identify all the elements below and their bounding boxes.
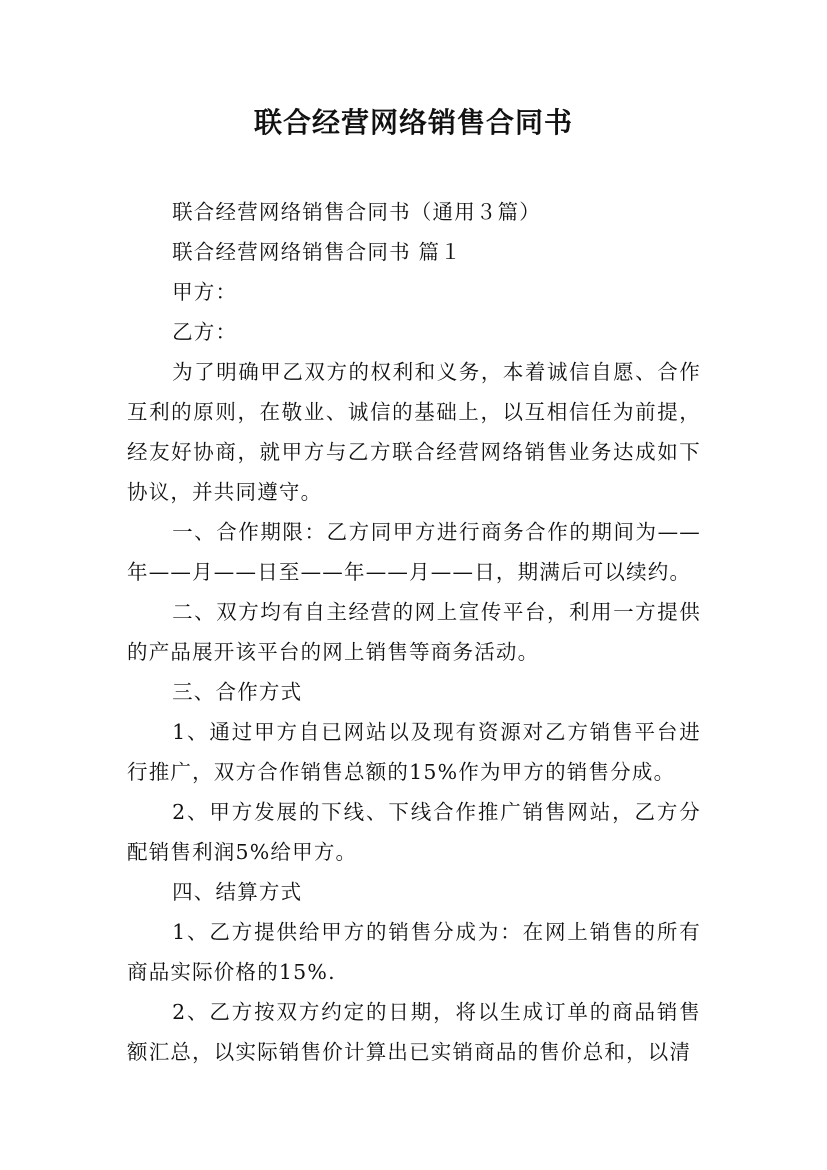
clause-settlement-2: 2、乙方按双方约定的日期，将以生成订单的商品销售额汇总，以实际销售价计算出已实销商品的售价总和，以清: [127, 1000, 701, 1064]
party-a-line: 甲方：: [172, 280, 238, 304]
document-body: [127, 192, 701, 1072]
party-b-line: 乙方：: [172, 320, 238, 344]
subtitle-line: 联合经营网络销售合同书（通用３篇）: [172, 200, 541, 224]
clause-cooperation-term: 一、合作期限：乙方同甲方进行商务合作的期间为——年——月——日至——年——月——日，期满后可以续约。: [127, 520, 701, 584]
document-title: 联合经营网络销售合同书: [253, 106, 573, 139]
section-heading: 联合经营网络销售合同书 篇１: [172, 240, 462, 264]
clause-method-2: 2、甲方发展的下线、下线合作推广销售网站，乙方分配销售利润5%给甲方。: [127, 800, 701, 864]
heading-cooperation-method: 三、合作方式: [172, 680, 303, 704]
heading-settlement: 四、结算方式: [172, 880, 303, 904]
preamble-paragraph: 为了明确甲乙双方的权利和义务，本着诚信自愿、合作互利的原则，在敬业、诚信的基础上，以互相信任为前提，经友好协商，就甲方与乙方联合经营网络销售业务达成如下协议，并共同遵守。: [127, 360, 701, 504]
clause-method-1: 1、通过甲方自已网站以及现有资源对乙方销售平台进行推广，双方合作销售总额的15%作为甲方的销售分成。: [127, 720, 701, 784]
clause-settlement-1: 1、乙方提供给甲方的销售分成为：在网上销售的所有商品实际价格的15%.: [127, 920, 701, 984]
clause-platforms: 二、双方均有自主经营的网上宣传平台，利用一方提供的产品展开该平台的网上销售等商务活动。: [127, 600, 701, 664]
